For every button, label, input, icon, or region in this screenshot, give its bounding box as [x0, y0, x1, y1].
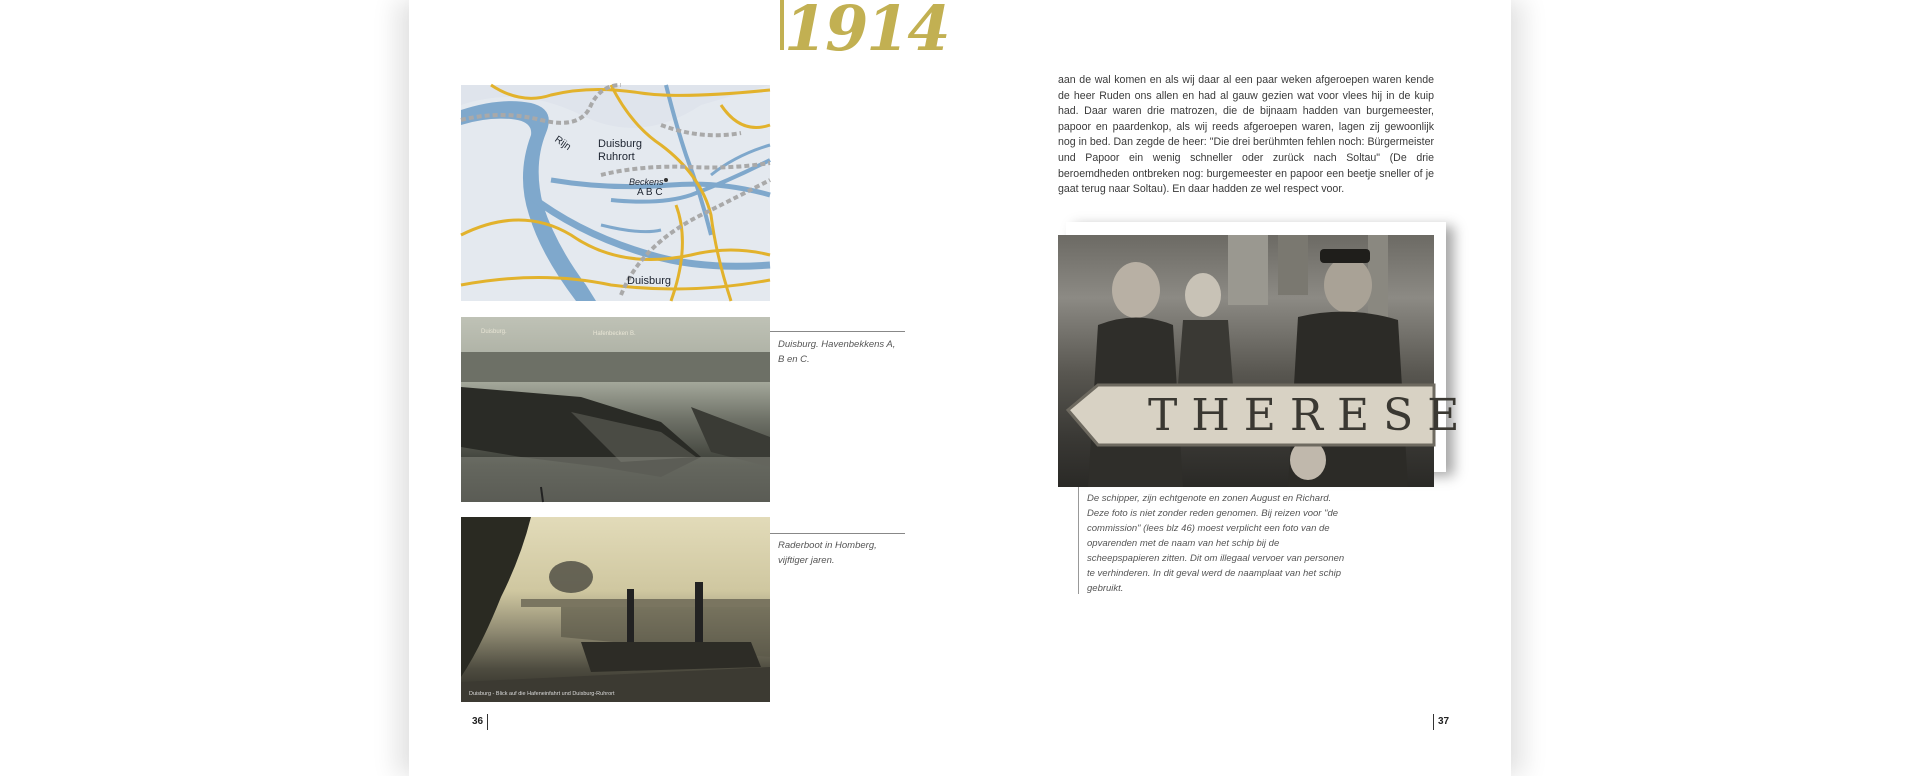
harbor-photo-label-left: Duisburg. — [481, 329, 507, 335]
harbor-photo-graphic — [461, 317, 770, 502]
caption-rule-harbor — [770, 331, 905, 332]
map-label-duisburg-ruhrort: Duisburg Ruhrort — [598, 138, 643, 163]
ruhrort-photo-graphic — [461, 517, 770, 702]
caption-rule-schipper — [1078, 487, 1079, 594]
book-spread — [409, 0, 1511, 776]
page-number-right: 37 — [1438, 716, 1450, 727]
page-number-left: 36 — [472, 716, 484, 727]
map-label-rijn: Rijn — [552, 134, 573, 153]
left-page — [409, 0, 960, 776]
ship-name-sign: THERESE — [1148, 390, 1474, 441]
family-photo-graphic — [1058, 235, 1434, 487]
map-label-duisburg: Duisburg — [627, 275, 672, 287]
page-number-left-rule — [487, 714, 488, 730]
caption-rule-raderboot — [770, 533, 905, 534]
family-photo — [1058, 235, 1474, 487]
map-label-beckens: Beckens — [629, 177, 664, 187]
harbor-photo-label-right: Hafenbecken B. — [593, 331, 636, 337]
map-label-abc: A B C — [637, 187, 663, 198]
caption-schipper: De schipper, zijn echtgenote en zonen August en Richard. Deze foto is niet zonder reden genomen. Bij reizen voor "de commission" (lees blz 46) moest verplicht een foto van de opvarenden met de naam van het schip bij de scheepspapieren zitten. Dit om illegaal vervoer van personen te verhinderen. In dit geval werd de naamplaat van het schip gebruikt. — [1087, 493, 1345, 594]
ruhrort-photo — [461, 517, 770, 702]
ruhrort-photo-label: Duisburg - Blick auf die Hafeneinfahrt und Duisburg-Ruhrort — [469, 691, 615, 697]
page-number-right-rule — [1433, 714, 1434, 730]
harbor-photo — [461, 317, 770, 502]
map-graphic — [461, 85, 770, 301]
caption-harbor: Duisburg. Havenbekkens A, B en C. — [778, 339, 896, 365]
body-text: aan de wal komen en als wij daar al een paar weken afgeroepen waren kende de heer Ruden ons allen en had al gauw gezien wat voor vlees hij in de kuip had. Daar waren drie matrozen, die de bijnaam hadden van burgemeester, papoor en paardenkop, als wij reeds afgeroepen waren, lagen zij gewoonlijk nog in bed. Dan zegde de heer: "Die drei berühmten fehlen noch: Bürgermeister und Papoor ein wenig schneller oder zurück nach Soltau" (De drie beroemdheden ontbreken nog: burgemeester en papoor een beetje sneller of je gaat terug naar Soltau). En daar hadden ze wel respect voor. — [1058, 74, 1434, 196]
duisburg-map — [461, 85, 770, 301]
year-heading: 1914 — [784, 0, 949, 65]
caption-raderboot: Raderboot in Homberg, vijftiger jaren. — [778, 540, 877, 566]
